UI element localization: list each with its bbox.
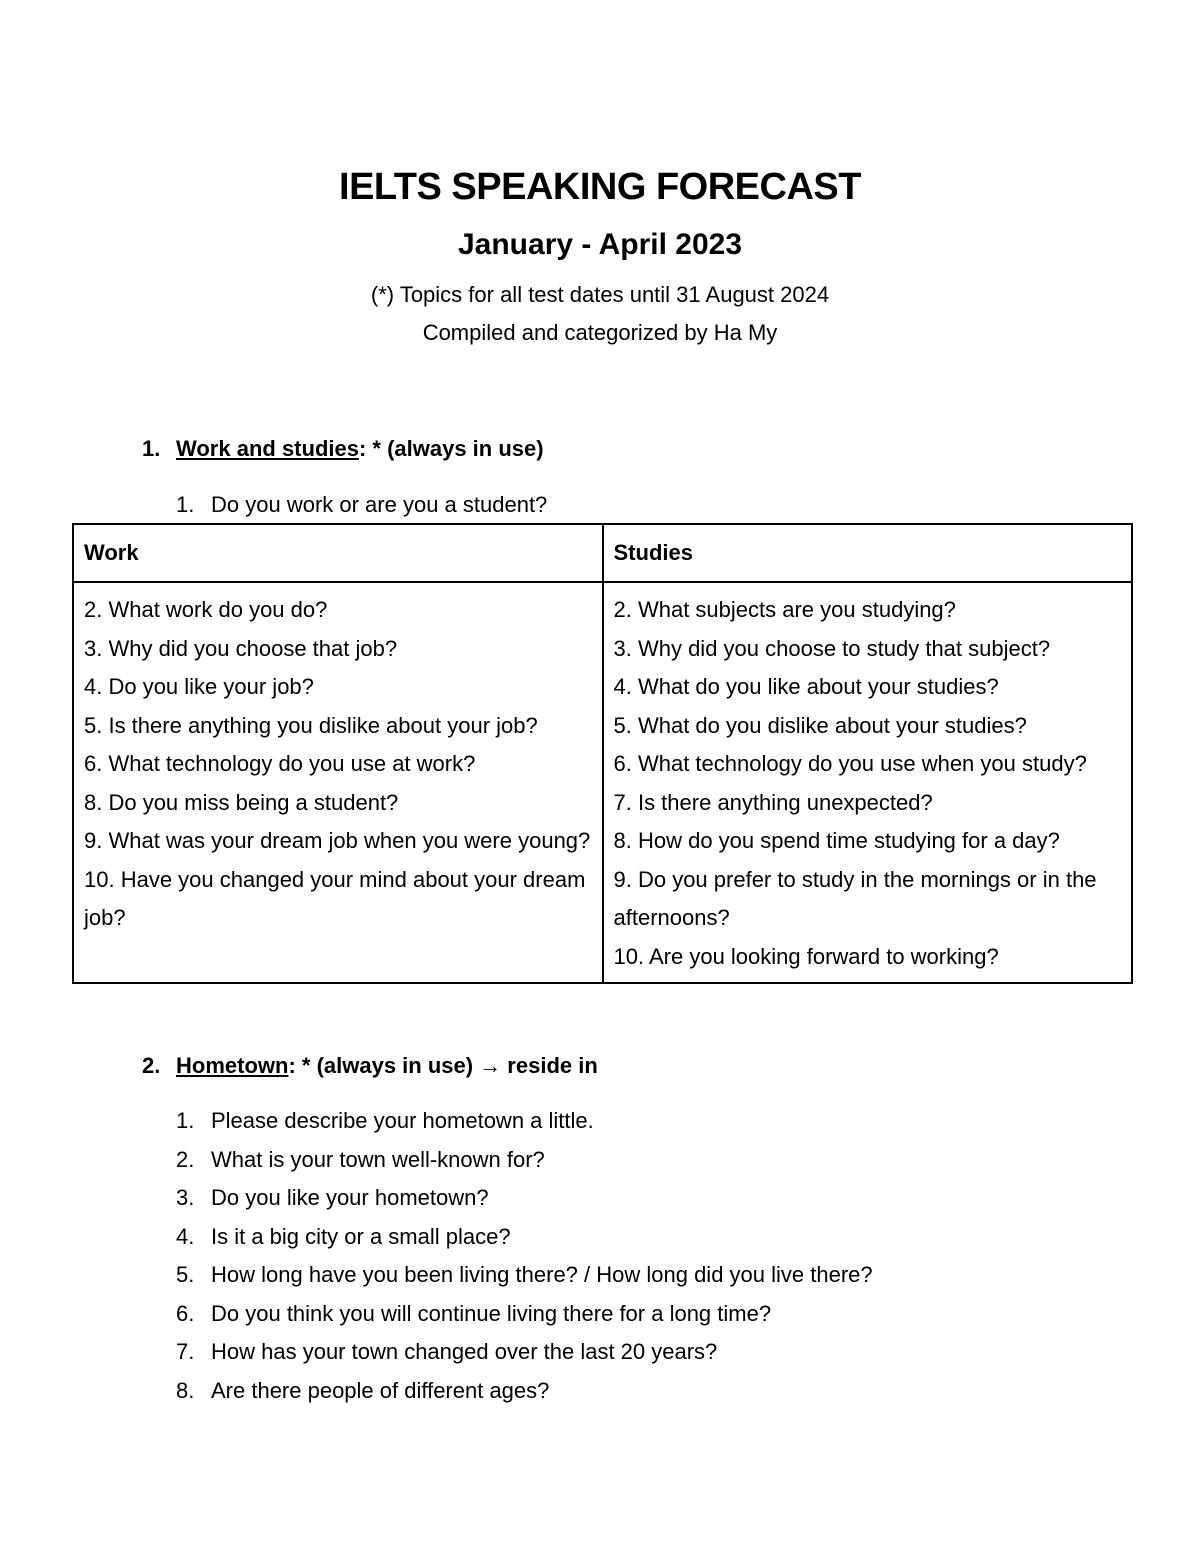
table-header-studies: Studies <box>603 524 1133 582</box>
question-text: Do you like your hometown? <box>211 1185 489 1210</box>
list-item <box>176 1179 873 1218</box>
document-title: IELTS SPEAKING FORECAST <box>339 166 861 208</box>
question-number: 8. <box>176 1377 195 1403</box>
question-text: Are there people of different ages? <box>211 1377 550 1403</box>
list-item <box>176 1102 873 1141</box>
section-topic: Work and studies <box>176 436 359 461</box>
section-topic: Hometown <box>176 1053 289 1078</box>
question-text: What is your town well-known for? <box>211 1146 545 1172</box>
work-question: 5. Is there anything you dislike about your job? <box>84 712 538 738</box>
question-text: Please describe your hometown a little. <box>211 1108 594 1133</box>
question-number: 7. <box>176 1339 195 1364</box>
work-question: 6. What technology do you use at work? <box>84 751 476 776</box>
document-credit: Compiled and categorized by Ha My <box>422 320 778 345</box>
section-suffix: : * (always in use) <box>358 436 544 461</box>
question-number: 2. <box>176 1146 195 1172</box>
work-question: 10. Have you changed your mind about your dream job? <box>84 866 586 930</box>
studies-questions-cell <box>603 582 1133 983</box>
studies-question: 4. What do you like about your studies? <box>613 674 999 699</box>
section-heading-work-and-studies <box>142 436 544 462</box>
studies-question: 8. How do you spend time studying for a day? <box>613 828 1060 853</box>
question-number: 1. <box>176 1108 195 1133</box>
section-heading-hometown <box>142 1053 598 1079</box>
list-item <box>176 1256 873 1295</box>
question-text: How long have you been living there? / How long did you live there? <box>211 1262 873 1287</box>
section-number: 2. <box>142 1053 161 1078</box>
work-question: 2. What work do you do? <box>84 597 328 622</box>
studies-question: 6. What technology do you use when you study? <box>613 751 1087 776</box>
work-question: 8. Do you miss being a student? <box>84 789 399 815</box>
question-number: 5. <box>176 1262 195 1287</box>
question-number: 1. <box>176 492 195 517</box>
studies-question: 9. Do you prefer to study in the mornings or in the afternoons? <box>613 866 1097 930</box>
list-item <box>176 1333 873 1372</box>
document-subtitle: January - April 2023 <box>457 228 743 261</box>
document-note: (*) Topics for all test dates until 31 August 2024 <box>370 282 830 307</box>
question-text: Do you work or are you a student? <box>211 492 548 517</box>
question-number: 6. <box>176 1300 195 1326</box>
table-header-row <box>73 524 1132 582</box>
question-number: 3. <box>176 1185 195 1210</box>
work-question: 3. Why did you choose that job? <box>84 635 398 661</box>
question-number: 4. <box>176 1223 195 1249</box>
list-item <box>176 1372 873 1411</box>
studies-question: 7. Is there anything unexpected? <box>613 789 933 815</box>
list-item <box>176 486 547 525</box>
work-question: 4. Do you like your job? <box>84 674 314 699</box>
question-text: How has your town changed over the last 20 years? <box>211 1339 718 1364</box>
question-text: Is it a big city or a small place? <box>211 1223 511 1249</box>
work-question: 9. What was your dream job when you were young? <box>84 828 591 853</box>
studies-question: 3. Why did you choose to study that subject? <box>613 635 1051 661</box>
studies-question: 10. Are you looking forward to working? <box>613 943 999 969</box>
section-suffix: : * (always in use) → reside in <box>288 1053 598 1078</box>
list-item <box>176 1218 873 1257</box>
list-item <box>176 1295 873 1334</box>
section-number: 1. <box>142 436 161 461</box>
work-studies-table <box>72 523 1133 984</box>
question-text: Do you think you will continue living there for a long time? <box>211 1300 772 1326</box>
list-item <box>176 1141 873 1180</box>
question-list-work-and-studies <box>176 486 547 525</box>
table-row <box>73 582 1132 983</box>
work-questions-cell <box>73 582 603 983</box>
studies-question: 5. What do you dislike about your studies? <box>613 712 1027 738</box>
studies-question: 2. What subjects are you studying? <box>613 597 956 622</box>
question-list-hometown <box>176 1102 873 1410</box>
table-header-work: Work <box>73 524 603 582</box>
